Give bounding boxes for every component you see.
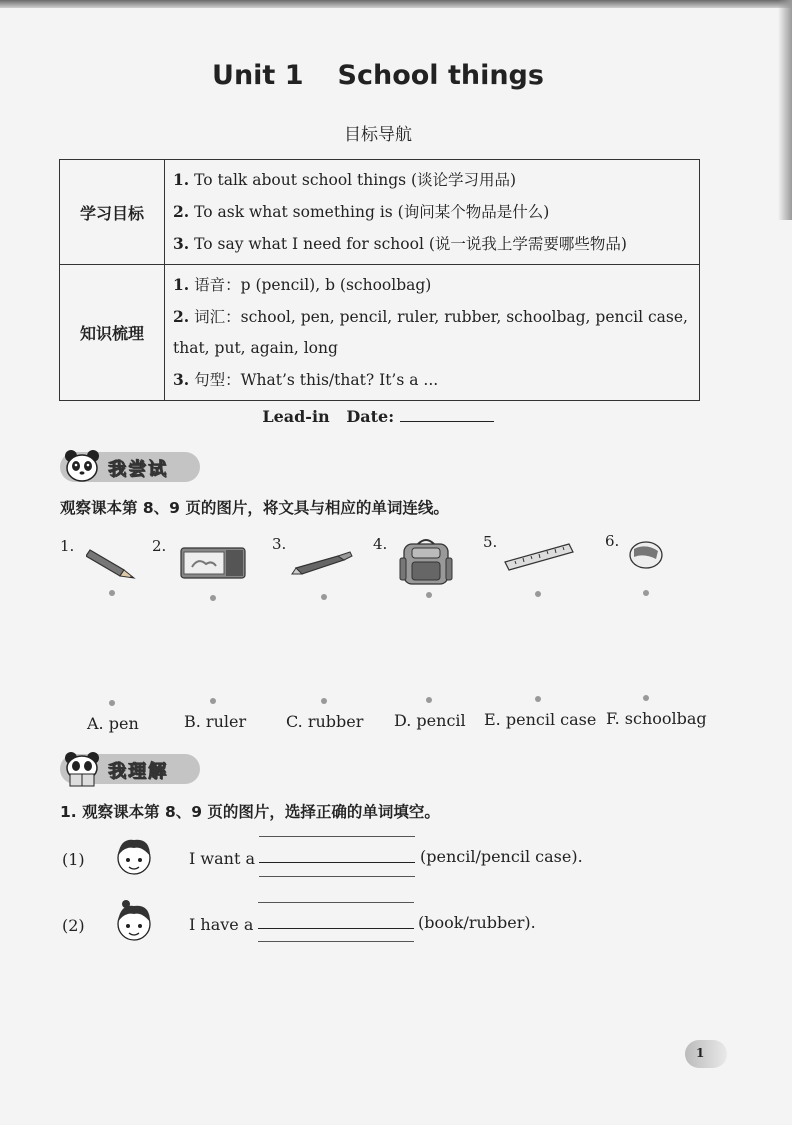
- match-dot-word[interactable]: [426, 697, 432, 703]
- ruler-icon: [503, 540, 575, 574]
- sentence-start: I have a: [189, 915, 254, 934]
- pen-icon: [290, 548, 354, 576]
- word-option: F. schoolbag: [606, 709, 707, 728]
- sentence-start: I want a: [189, 849, 255, 868]
- match-dot-picture[interactable]: [535, 591, 541, 597]
- schoolbag-icon: [398, 536, 454, 588]
- section-badge-try: 我尝试: [60, 452, 200, 482]
- instruction-text: 观察课本第 8、9 页的图片，将文具与相应的单词连线。: [60, 499, 449, 517]
- match-dot-word[interactable]: [210, 698, 216, 704]
- row-content-goals: [165, 160, 700, 265]
- word-option: C. rubber: [286, 712, 364, 731]
- match-dot-picture[interactable]: [643, 590, 649, 596]
- pencil-icon: [86, 544, 138, 580]
- writing-guide: [258, 941, 414, 942]
- scan-edge-right: [778, 0, 792, 220]
- writing-guide: [259, 876, 415, 877]
- row-heading-knowledge: 知识梳理: [60, 265, 165, 401]
- panda-icon: [62, 448, 102, 486]
- picture-number: 3.: [272, 535, 287, 553]
- scan-edge-top: [0, 0, 792, 8]
- date-blank[interactable]: [400, 405, 494, 422]
- knowledge-line: 1. 语音：p (pencil), b (schoolbag): [173, 275, 432, 294]
- picture-number: 2.: [152, 537, 167, 555]
- page-number: 1: [685, 1040, 727, 1068]
- match-dot-picture[interactable]: [109, 590, 115, 596]
- goal-line: 2. To ask what something is (询问某个物品是什么): [173, 202, 550, 221]
- section-subtitle: 目标导航: [344, 125, 412, 145]
- table-row: [60, 265, 700, 401]
- row-content-knowledge: [165, 265, 700, 401]
- section-badge-understand: 我理解: [60, 754, 200, 784]
- match-dot-word[interactable]: [109, 700, 115, 706]
- girl-face-icon: [112, 898, 156, 946]
- knowledge-line: 2. 词汇：school, pen, pencil, ruler, rubber, schoolbag, pencil case, that, put, again, long: [173, 307, 688, 357]
- instruction-text: 1. 观察课本第 8、9 页的图片，选择正确的单词填空。: [60, 803, 440, 821]
- knowledge-line: 3. 句型：What’s this/that? It’s a ...: [173, 370, 439, 389]
- answer-blank[interactable]: [259, 862, 415, 863]
- pencil-case-icon: [178, 542, 248, 582]
- word-option: B. ruler: [184, 712, 247, 731]
- writing-guide: [258, 902, 414, 903]
- picture-number: 4.: [373, 535, 388, 553]
- item-label: (1): [62, 850, 85, 869]
- word-option: A. pen: [87, 714, 139, 733]
- match-dot-word[interactable]: [535, 696, 541, 702]
- rubber-icon: [626, 539, 666, 571]
- word-option: E. pencil case: [484, 710, 597, 729]
- match-dot-picture[interactable]: [321, 594, 327, 600]
- answer-options: (book/rubber).: [418, 913, 536, 932]
- goals-table: [59, 159, 700, 401]
- picture-number: 5.: [483, 533, 498, 551]
- match-dot-picture[interactable]: [210, 595, 216, 601]
- page-title: Unit 1 School things: [212, 60, 544, 91]
- goal-line: 1. To talk about school things (谈论学习用品): [173, 170, 517, 189]
- panda-reading-icon: [62, 750, 102, 788]
- item-label: (2): [62, 916, 85, 935]
- match-dot-picture[interactable]: [426, 592, 432, 598]
- answer-options: (pencil/pencil case).: [420, 847, 583, 866]
- leadin-line: Lead-in Date:: [0, 405, 756, 426]
- goal-line: 3. To say what I need for school (说一说我上学需要哪些物品): [173, 234, 627, 253]
- boy-face-icon: [112, 834, 156, 880]
- word-option: D. pencil: [394, 711, 466, 730]
- picture-number: 1.: [60, 537, 75, 555]
- match-dot-word[interactable]: [643, 695, 649, 701]
- table-row: [60, 160, 700, 265]
- picture-number: 6.: [605, 532, 620, 550]
- writing-guide: [259, 836, 415, 837]
- match-dot-word[interactable]: [321, 698, 327, 704]
- row-heading-goals: 学习目标: [60, 160, 165, 265]
- answer-blank[interactable]: [258, 928, 414, 929]
